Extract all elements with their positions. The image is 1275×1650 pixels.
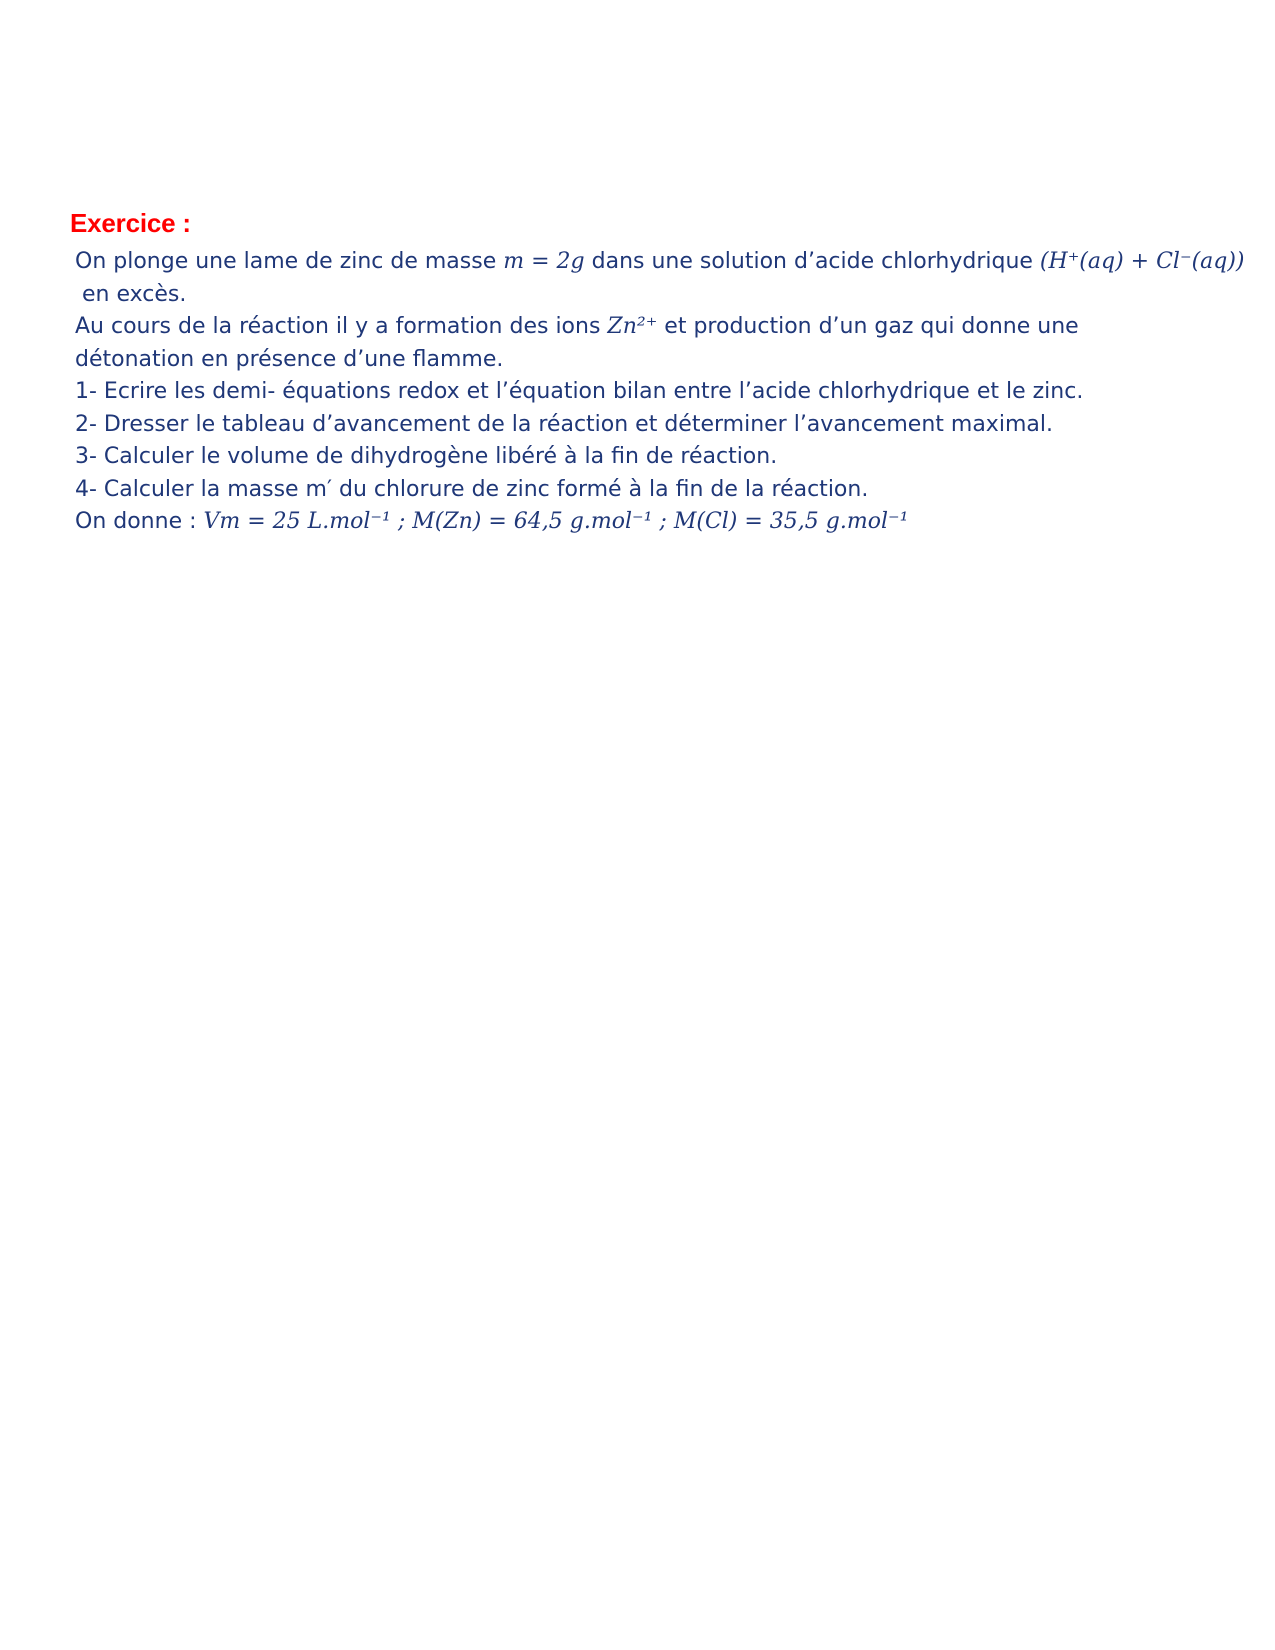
statement-text: On plonge une lame de zinc de masse [75,249,504,274]
zinc-ion-formula: Zn²⁺ [607,314,658,339]
statement-line-2: en excès. [82,281,187,307]
acid-formula: (H⁺(aq) + Cl⁻(aq)) [1039,249,1245,274]
chlorine-molar-mass: M(Cl) = 35,5 g.mol⁻¹ [673,509,909,534]
given-data-line [75,506,1215,539]
statement-line-3 [75,311,1215,344]
question-4: 4- Calculer la masse m′ du chlorure de zinc formé à la fin de la réaction. [75,476,869,502]
exercise-title: Exercice : [70,208,191,238]
question-3: 3- Calculer le volume de dihydrogène libéré à la fin de réaction. [75,444,778,469]
statement-text: et production d’un gaz qui donne une [657,314,1079,339]
zinc-molar-mass: M(Zn) = 64,5 g.mol⁻¹ ; [412,509,674,534]
statement-text: dans une solution d’acide chlorhydrique [584,249,1040,274]
mass-formula: m = 2g [503,249,585,274]
statement-text: Au cours de la réaction il y a formation des ions [75,314,608,339]
given-data-label: On donne : [75,509,204,534]
exercise-body [75,246,1245,539]
question-1: 1- Ecrire les demi- équations redox et l’équation bilan entre l’acide chlorhydrique et le zinc. [75,379,1084,404]
molar-volume: Vm = 25 L.mol⁻¹ ; [203,509,413,534]
statement-line-1 [75,246,1245,279]
statement-line-4: détonation en présence d’une flamme. [75,346,504,372]
question-2: 2- Dresser le tableau d’avancement de la réaction et déterminer l’avancement maximal. [75,411,1053,437]
